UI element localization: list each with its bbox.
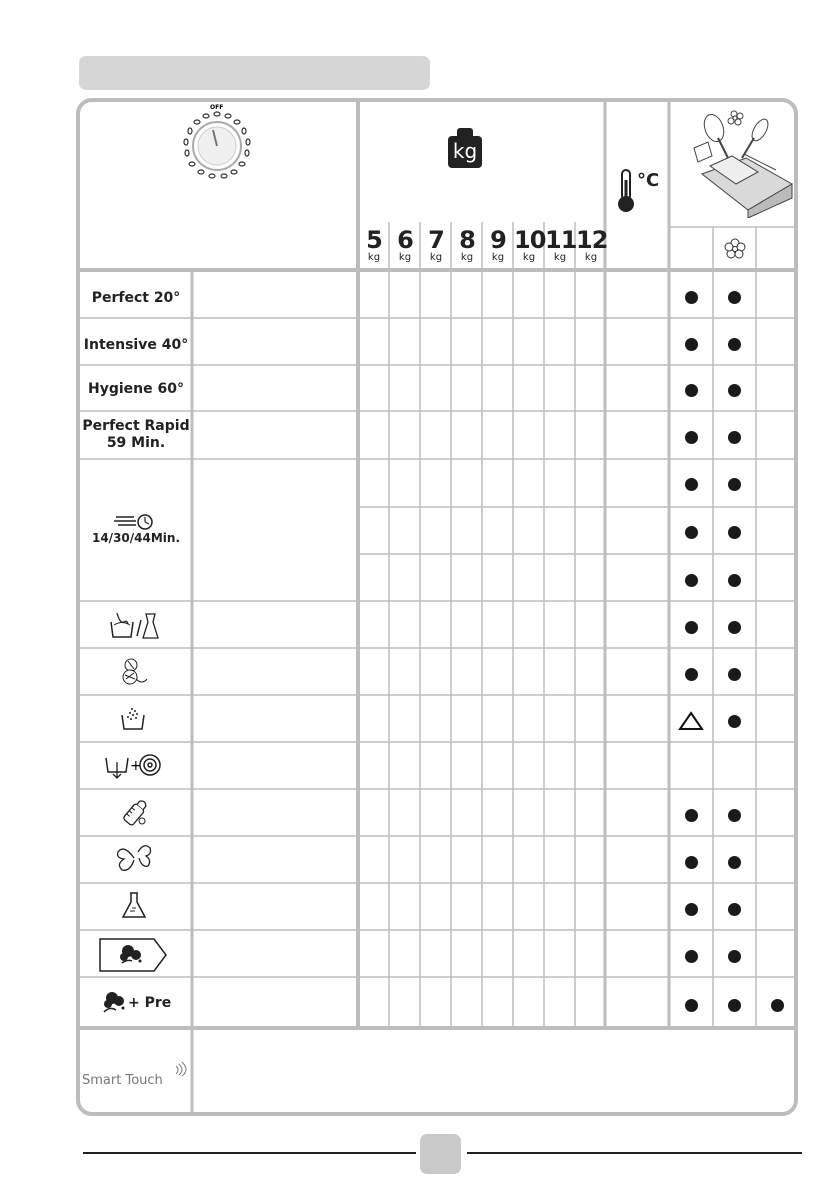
load-unit: kg <box>584 252 598 263</box>
detergent-dot <box>728 950 741 963</box>
pre-wash-label: + Pre <box>128 995 172 1011</box>
detergent-dot <box>685 526 698 539</box>
load-value: 9 <box>490 226 506 254</box>
detergent-dot <box>685 291 698 304</box>
temperature-label: °C <box>637 170 660 191</box>
footer-line-left <box>83 1152 416 1154</box>
detergent-dot <box>685 668 698 681</box>
detergent-drawer-icon <box>684 106 796 218</box>
detergent-dot <box>728 574 741 587</box>
load-value: 8 <box>459 226 475 254</box>
detergent-dot <box>771 999 784 1012</box>
detergent-dot <box>728 621 741 634</box>
detergent-dot <box>728 431 741 444</box>
detergent-dot <box>685 621 698 634</box>
detergent-dot <box>685 338 698 351</box>
smart-touch-label: Smart Touch <box>82 1073 163 1088</box>
detergent-dot <box>685 903 698 916</box>
load-unit: kg <box>367 252 381 263</box>
program-perfect-rapid-time: 59 Min. <box>106 435 166 451</box>
detergent-dot <box>685 574 698 587</box>
load-unit: kg <box>553 252 567 263</box>
load-value: 6 <box>397 226 413 254</box>
detergent-dot <box>685 384 698 397</box>
baby-bottle-icon <box>118 797 152 829</box>
load-value: 5 <box>366 226 382 254</box>
drain-spin-plus: + <box>130 758 142 774</box>
detergent-dot <box>728 526 741 539</box>
load-unit: kg <box>398 252 412 263</box>
detergent-dot <box>728 856 741 869</box>
program-perfect-20: Perfect 20° <box>91 290 181 306</box>
load-value: 7 <box>428 226 444 254</box>
wool-yarn-icon <box>120 657 150 687</box>
detergent-dot <box>728 999 741 1012</box>
delicates-butterfly-icon <box>114 842 156 874</box>
detergent-dot <box>728 668 741 681</box>
drain-spin-icon <box>104 752 162 780</box>
detergent-dot <box>728 715 741 728</box>
thermometer-icon <box>616 168 638 214</box>
load-value: 12 <box>576 226 608 254</box>
load-unit: kg <box>491 252 505 263</box>
load-unit: kg <box>460 252 474 263</box>
detergent-triangle <box>678 711 704 731</box>
detergent-dot <box>728 338 741 351</box>
program-rapid-times: 14/30/44Min. <box>91 531 181 545</box>
detergent-dot <box>728 903 741 916</box>
page-number-box <box>420 1134 461 1174</box>
detergent-dot <box>728 384 741 397</box>
detergent-dot <box>685 478 698 491</box>
load-value: 11 <box>545 226 577 254</box>
detergent-dot <box>685 809 698 822</box>
footer-line-right <box>467 1152 802 1154</box>
detergent-dot <box>728 478 741 491</box>
detergent-dot <box>728 291 741 304</box>
weight-icon <box>448 128 482 168</box>
load-unit: kg <box>429 252 443 263</box>
detergent-dot <box>685 950 698 963</box>
cotton-flower-tag-icon <box>98 937 170 973</box>
cotton-flower-icon <box>98 988 128 1016</box>
load-unit: kg <box>522 252 536 263</box>
dial-off-label: OFF <box>210 104 224 111</box>
detergent-dot <box>685 856 698 869</box>
program-dial-icon <box>180 100 256 184</box>
rapid-clock-icon <box>112 511 158 531</box>
rinse-icon <box>120 705 148 731</box>
handwash-wool-dress-icon <box>108 610 160 640</box>
weight-icon-label: kg <box>448 136 482 168</box>
detergent-dot <box>685 431 698 444</box>
program-hygiene-60: Hygiene 60° <box>88 381 184 397</box>
program-perfect-rapid: Perfect Rapid <box>82 418 190 434</box>
nfc-wave-icon <box>174 1062 188 1076</box>
detergent-dot <box>728 809 741 822</box>
detergent-dot <box>685 999 698 1012</box>
flask-icon <box>120 891 148 921</box>
softener-flower-icon <box>724 238 746 260</box>
program-intensive-40: Intensive 40° <box>83 337 189 353</box>
load-value: 10 <box>514 226 546 254</box>
